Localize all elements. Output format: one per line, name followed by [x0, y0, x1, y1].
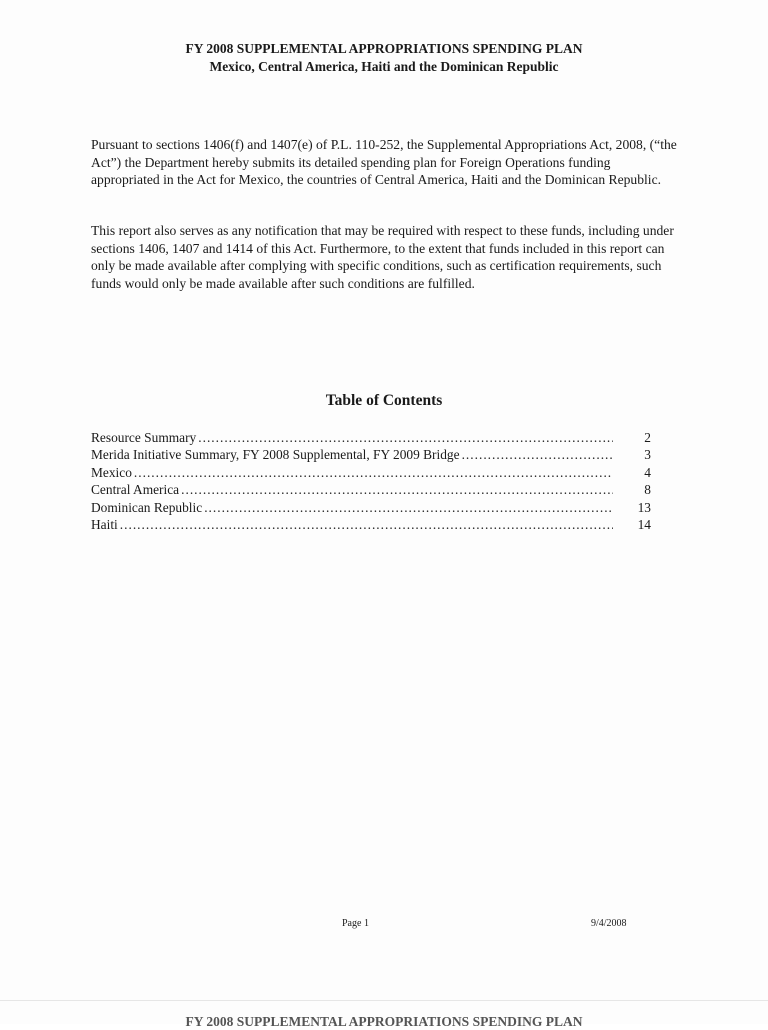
toc-entry-page: 2 [644, 430, 651, 445]
toc-entry-page: 8 [644, 482, 651, 498]
toc-entry-page: 14 [637, 517, 651, 533]
toc-entry-label: Resource Summary [91, 430, 197, 445]
toc-entry-haiti[interactable] [91, 516, 651, 533]
toc-entry-page: 4 [644, 464, 651, 480]
toc-entry-dominican-republic[interactable] [91, 499, 651, 516]
toc-dot-leader [134, 464, 613, 481]
toc-dot-leader [198, 429, 613, 446]
toc-entry-label: Dominican Republic [91, 499, 203, 515]
toc-entry-resource-summary[interactable] [91, 429, 651, 446]
toc-dot-leader [120, 516, 613, 533]
toc-dot-leader [181, 481, 613, 498]
intro-paragraph: Pursuant to sections 1406(f) and 1407(e) of P.L. 110-252, the Supplemental Appropriations Act, 2008, (“the Act”) the Department hereby submits its detailed spending plan for Foreign Operations funding appropriated in the Act for Mexico, the countries of Central America, Haiti and the Dominican Republic. [91, 137, 677, 187]
toc-entry-label: Merida Initiative Summary, FY 2008 Supplemental, FY 2009 Bridge [91, 447, 460, 463]
toc-entry-label: Mexico [91, 464, 132, 480]
toc-dot-leader [204, 499, 613, 516]
toc-entry-page: 13 [637, 499, 651, 515]
toc-entry-central-america[interactable] [91, 481, 651, 498]
table-of-contents [91, 429, 651, 533]
footer-page-number: Page 1 [342, 918, 369, 929]
toc-entry-label: Haiti [91, 517, 118, 533]
toc-entry-label: Central America [91, 482, 180, 498]
page-divider [0, 1000, 768, 1001]
toc-entry-page: 3 [644, 447, 651, 463]
toc-title: Table of Contents [325, 392, 443, 409]
toc-entry-merida-summary[interactable] [91, 446, 651, 463]
notification-paragraph: This report also serves as any notification that may be required with respect to these funds, including under sections 1406, 1407 and 1414 of this Act. Furthermore, to the extent that funds included in this report can only be made available after complying with specific conditions, such as certification requirements, such funds would only be made available after such conditions are fulfilled. [91, 223, 674, 291]
footer-date: 9/4/2008 [591, 918, 627, 929]
next-page-header-fragment: FY 2008 SUPPLEMENTAL APPROPRIATIONS SPENDING PLAN [185, 1014, 583, 1029]
toc-entry-mexico[interactable] [91, 464, 651, 481]
document-title: FY 2008 SUPPLEMENTAL APPROPRIATIONS SPENDING PLAN [185, 41, 583, 56]
document-subtitle: Mexico, Central America, Haiti and the Dominican Republic [209, 59, 559, 74]
toc-dot-leader [462, 446, 613, 463]
document-title-block [0, 40, 768, 76]
